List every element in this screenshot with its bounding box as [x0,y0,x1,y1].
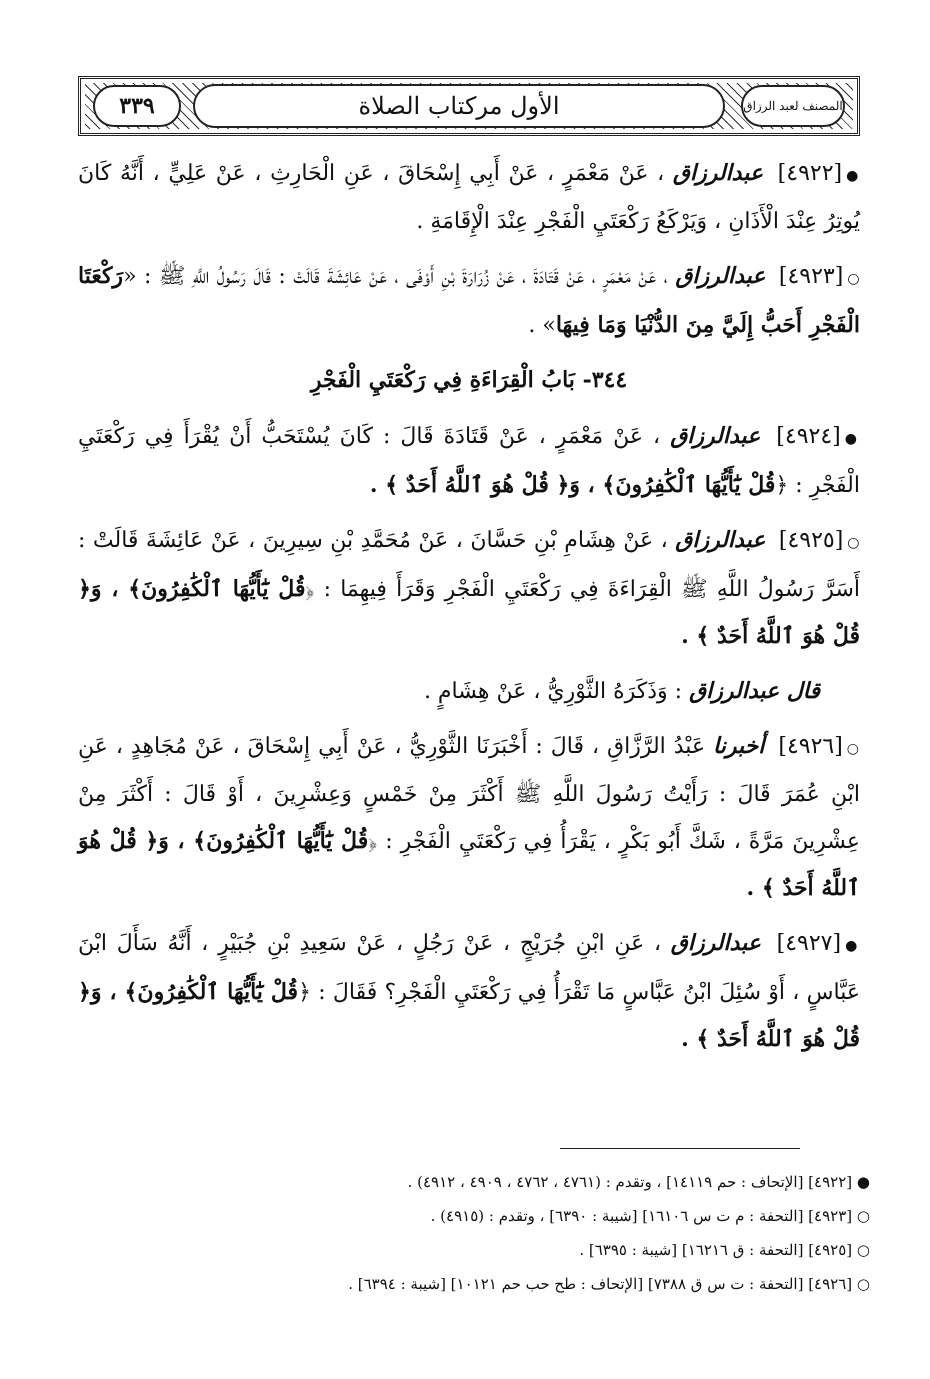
hadith-4923 [78,253,860,349]
hadith-tail: ﴾ ، وَ﴿ قُلْ هُوَ ٱللَّهُ أَحَدٌ ﴾ . [78,828,860,901]
hadith-4922 [78,150,860,245]
hadith-4926 [78,723,860,912]
narrator: قال عبدالرزاق [689,678,820,704]
chapter-heading: ٣٤٤- بَابُ الْقِرَاءَةِ فِي رَكْعَتَيِ الْفَجْرِ [310,367,628,393]
quran-quote: قُلْ يَٰٓأَيُّهَا ٱلْكَٰفِرُونَ [206,828,369,854]
hadith-4924 [78,413,860,509]
hadith-tail: ﴾ ، وَ﴿ قُلْ هُوَ ٱللَّهُ أَحَدٌ ﴾ . [78,576,860,649]
hadith-number: [٤٩٢٤] [776,424,841,449]
narrator: عبدالرزاق [675,263,766,289]
narrator: عبدالرزاق [670,930,761,956]
main-text [78,150,860,1071]
hadith-quote: رَكْعَتَا الْفَجْرِ أَحَبُّ إِلَيَّ مِنَ الدُّنْيَا وَمَا فِيهَا [78,263,860,338]
page-number: ٣٣٩ [93,85,181,127]
hadith-4927 [78,920,860,1063]
hadith-number: [٤٩٢٦] [778,734,843,759]
page-header [78,76,860,136]
quran-quote: قُلْ يَٰٓأَيُّهَا ٱلْكَٰفِرُونَ [141,576,306,602]
hadith-text: ، عَنْ مَعْمَرٍ ، عَنْ قَتَادَةَ ، عَنْ زُرَارَةَ بْنِ أَوْفَى ، عَنْ عَائِشَةَ قَالَتْ : قَالَ رَسُولُ اللَّهِ ﷺ : « [123,264,668,289]
footnote: ○ [٤٩٢٦] [التحفة : ت س ق ٧٣٨٨] [الإتحاف : طح حب حم ١٠١٢١] [شيبة : ٦٣٩٤] . [348,1275,870,1293]
hadith-tail: ﴾ ، وَ﴿ قُلْ هُوَ ٱللَّهُ أَحَدٌ ﴾ . [369,472,616,498]
hadith-marker: ○ [847,535,861,551]
footnote: ● [٤٩٢٢] [الإتحاف : حم ١٤١١٩] ، وتقدم : (٤٧٦١ ، ٤٧٦٢ ، ٤٩٠٩ ، ٤٩١٢) . [407,1173,870,1191]
footnotes [180,1165,870,1301]
narrator: عبدالرزاق [675,527,766,553]
hadith-text: ، عَنْ مَعْمَرٍ ، عَنْ قَتَادَةَ قَالَ : كَانَ يُسْتَحَبُّ أَنْ يُقْرَأَ فِي رَكْعَتَيِ الْفَجْرِ : ﴿ [78,424,860,498]
hadith-marker: ○ [847,271,860,287]
hadith-marker: ● [846,168,860,184]
hadith-tail: » . [528,313,556,338]
hadith-4925 [78,517,860,660]
narrator: عبدالرزاق [672,160,763,186]
book-logo: المصنف لعبد الرزاق [741,85,845,127]
hadith-tail: ﴾ ، وَ﴿ قُلْ هُوَ ٱللَّهُ أَحَدٌ ﴾ . [78,979,860,1052]
hadith-number: [٤٩٢٣] [778,264,844,289]
hadith-number: [٤٩٢٥] [778,528,844,553]
footnote: ○ [٤٩٢٥] [التحفة : ق ١٦٢١٦] [شيبة : ٦٣٩٥] . [579,1241,870,1259]
hadith-text: ، عَنِ ابْنِ جُرَيْجٍ ، عَنْ رَجُلٍ ، عَنْ سَعِيدِ بْنِ جُبَيْرٍ ، أَنَّهُ سَأَلَ ابْنَ عَبَّاسٍ ، أَوْ سُئِلَ ابْنُ عَبَّاسٍ مَا تَقْرَأُ فِي رَكْعَتَيِ الْفَجْرِ؟ فَقَالَ : ﴿ [78,931,860,1005]
narrator: أخبرنا [713,733,765,759]
hadith-marker: ● [845,938,861,954]
hadith-text: ، عَنْ مَعْمَرٍ ، عَنْ أَبِي إِسْحَاقَ ، عَنِ الْحَارِثِ ، عَنْ عَلِيٍّ ، أَنَّهُ كَانَ يُوتِرُ عِنْدَ الْأَذَانِ ، وَيَرْكَعُ رَكْعَتَيِ الْفَجْرِ عِنْدَ الْإِقَامَةِ . [78,161,860,234]
note-text: : وَذَكَرَهُ الثَّوْرِيُّ ، عَنْ هِشَامٍ . [423,679,683,704]
narrator: عبدالرزاق [670,423,761,449]
hadith-marker: ○ [846,741,860,757]
hadith-text: عَبْدُ الرَّزَّاقِ ، قَالَ : أَخْبَرَنَا الثَّوْرِيُّ ، عَنْ أَبِي إِسْحَاقَ ، عَنْ مُجَاهِدٍ ، عَنِ ابْنِ عُمَرَ قَالَ : رَأَيْتُ رَسُولَ اللَّهِ ﷺ أَكْثَرَ مِنْ خَمْسٍ وَعِشْرِينَ ، أَوْ قَالَ : أَكْثَرَ مِنْ عِشْرِينَ مَرَّةً ، شَكَّ أَبُو بَكْرٍ ، يَقْرَأُ فِي رَكْعَتَيِ الْفَجْرِ : ﴿ [78,734,860,854]
hadith-number: [٤٩٢٧] [776,931,842,956]
narrator-note [78,668,860,715]
running-title: الأول مركتاب الصلاة [193,84,725,128]
hadith-text: ، عَنْ هِشَامِ بْنِ حَسَّانَ ، عَنْ مُحَمَّدِ بْنِ سِيرِينَ ، عَنْ عَائِشَةَ قَالَتْ : أَسَرَّ رَسُولُ اللَّهِ ﷺ الْقِرَاءَةَ فِي رَكْعَتَيِ الْفَجْرِ وَقَرَأَ فِيهِمَا : ﴿ [78,528,860,602]
footnote-divider [560,1148,800,1149]
quran-quote: قُلْ يَٰٓأَيُّهَا ٱلْكَٰفِرُونَ [137,979,299,1005]
hadith-number: [٤٩٢٢] [777,161,843,186]
hadith-marker: ● [844,431,860,447]
footnote: ○ [٤٩٢٣] [التحفة : م ت س ١٦١٠٦] [شيبة : ٦٣٩٠] ، وتقدم : (٤٩١٥) . [430,1207,870,1225]
quran-quote: قُلْ يَٰٓأَيُّهَا ٱلْكَٰفِرُونَ [615,472,776,498]
